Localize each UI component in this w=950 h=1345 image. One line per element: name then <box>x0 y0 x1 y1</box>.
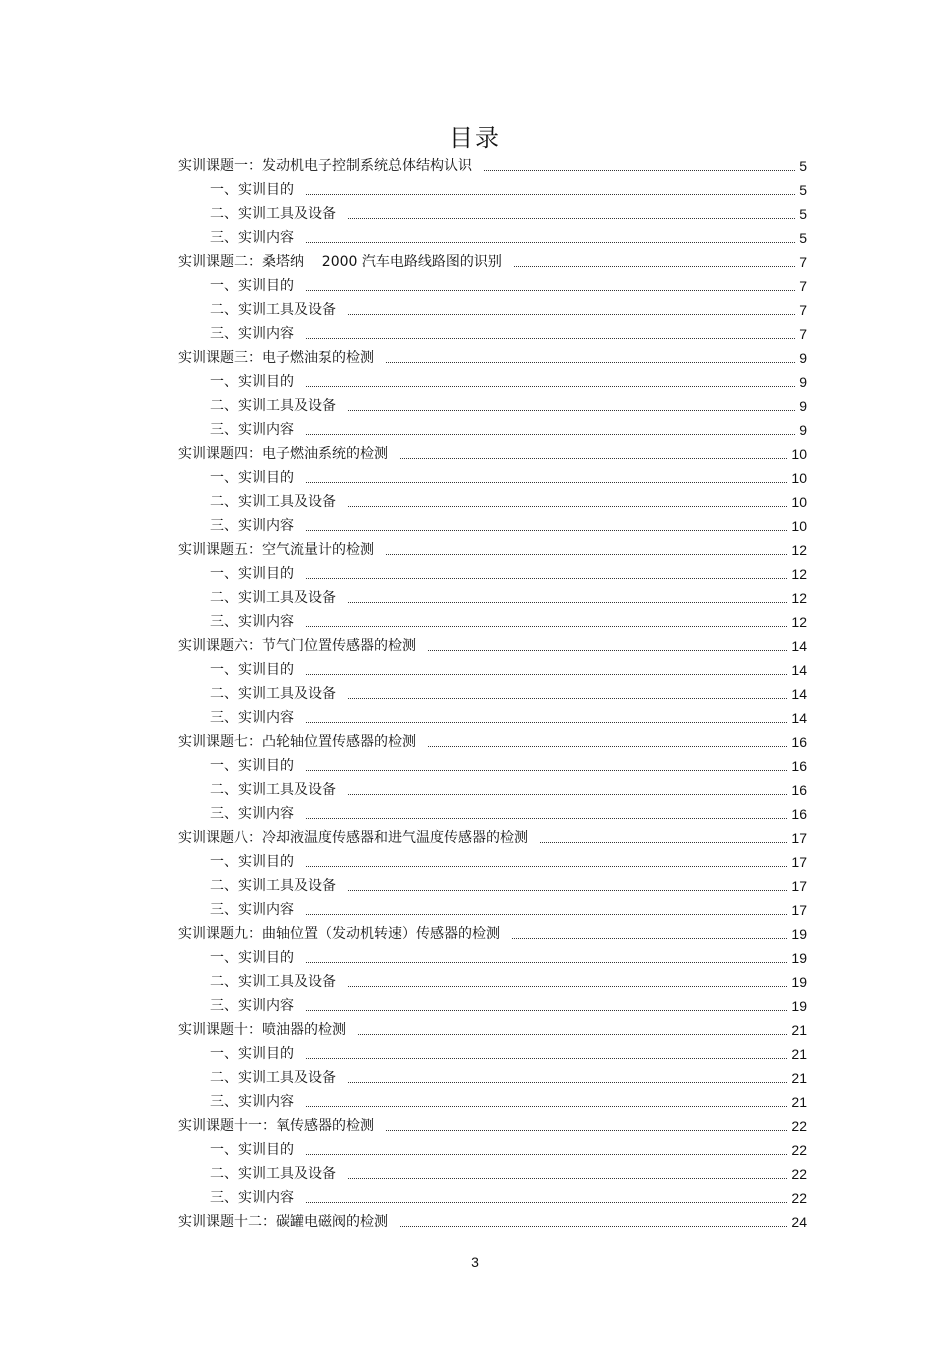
toc-section-entry[interactable] <box>178 272 807 296</box>
toc-chapter-entry[interactable] <box>178 1112 807 1136</box>
toc-section-entry[interactable] <box>178 200 807 224</box>
toc-section-entry[interactable] <box>178 968 807 992</box>
toc-section-entry[interactable] <box>178 488 807 512</box>
toc-section-entry[interactable] <box>178 584 807 608</box>
toc-entry-page: 22 <box>791 1142 807 1158</box>
dot-leader <box>428 650 787 651</box>
toc-entry-label: 二、实训工具及设备 <box>210 1070 336 1086</box>
toc-section-entry[interactable] <box>178 1040 807 1064</box>
dot-leader <box>484 170 795 171</box>
dot-leader <box>386 362 795 363</box>
toc-section-entry[interactable] <box>178 752 807 776</box>
toc-entry-page: 14 <box>791 710 807 726</box>
toc-section-entry[interactable] <box>178 392 807 416</box>
dot-leader <box>306 962 787 963</box>
toc-section-entry[interactable] <box>178 992 807 1016</box>
toc-entry-label: 二、实训工具及设备 <box>210 494 336 510</box>
dot-leader <box>306 242 795 243</box>
dot-leader <box>386 1130 787 1131</box>
toc-entry-page: 10 <box>791 446 807 462</box>
dot-leader <box>348 314 795 315</box>
dot-leader <box>348 794 787 795</box>
toc-section-entry[interactable] <box>178 656 807 680</box>
toc-entry-label: 一、实训目的 <box>210 854 294 870</box>
toc-entry-page: 21 <box>791 1022 807 1038</box>
toc-entry-page: 10 <box>791 494 807 510</box>
toc-entry-page: 14 <box>791 686 807 702</box>
dot-leader <box>400 1226 787 1227</box>
toc-chapter-entry[interactable] <box>178 824 807 848</box>
toc-entry-page: 17 <box>791 854 807 870</box>
toc-entry-page: 17 <box>791 830 807 846</box>
toc-chapter-entry[interactable] <box>178 728 807 752</box>
toc-entry-page: 5 <box>799 206 807 222</box>
toc-chapter-entry[interactable] <box>178 440 807 464</box>
toc-entry-label: 三、实训内容 <box>210 902 294 918</box>
dot-leader <box>306 866 787 867</box>
toc-entry-label: 一、实训目的 <box>210 374 294 390</box>
dot-leader <box>306 914 787 915</box>
toc-entry-label: 三、实训内容 <box>210 1094 294 1110</box>
toc-entry-page: 19 <box>791 974 807 990</box>
toc-entry-label: 二、实训工具及设备 <box>210 590 336 606</box>
toc-section-entry[interactable] <box>178 608 807 632</box>
dot-leader <box>306 386 795 387</box>
toc-entry-page: 12 <box>791 590 807 606</box>
toc-section-entry[interactable] <box>178 224 807 248</box>
toc-chapter-entry[interactable] <box>178 344 807 368</box>
toc-entry-label: 实训课题十一：氧传感器的检测 <box>178 1118 374 1134</box>
toc-entry-page: 16 <box>791 758 807 774</box>
dot-leader <box>348 698 787 699</box>
toc-entry-page: 19 <box>791 950 807 966</box>
page-title: 目录 <box>449 124 501 152</box>
toc-entry-label: 实训课题三：电子燃油泵的检测 <box>178 350 374 366</box>
toc-entry-page: 14 <box>791 638 807 654</box>
toc-entry-label: 一、实训目的 <box>210 278 294 294</box>
page-number: 3 <box>471 1254 479 1270</box>
toc-entry-label: 三、实训内容 <box>210 710 294 726</box>
toc-section-entry[interactable] <box>178 176 807 200</box>
dot-leader <box>306 674 787 675</box>
toc-section-entry[interactable] <box>178 320 807 344</box>
toc-entry-label: 实训课题八：冷却液温度传感器和进气温度传感器的检测 <box>178 830 528 846</box>
toc-entry-page: 17 <box>791 878 807 894</box>
dot-leader <box>348 986 787 987</box>
dot-leader <box>512 938 787 939</box>
toc-section-entry[interactable] <box>178 848 807 872</box>
toc-section-entry[interactable] <box>178 1088 807 1112</box>
toc-entry-label: 实训课题一：发动机电子控制系统总体结构认识 <box>178 158 472 174</box>
toc-entry-page: 24 <box>791 1214 807 1230</box>
toc-section-entry[interactable] <box>178 512 807 536</box>
toc-entry-label: 实训课题九：曲轴位置（发动机转速）传感器的检测 <box>178 926 500 942</box>
toc-entry-page: 9 <box>799 398 807 414</box>
toc-section-entry[interactable] <box>178 680 807 704</box>
toc-section-entry[interactable] <box>178 560 807 584</box>
dot-leader <box>306 1010 787 1011</box>
dot-leader <box>348 506 787 507</box>
toc-entry-page: 12 <box>791 566 807 582</box>
dot-leader <box>306 194 795 195</box>
toc-entry-label: 三、实训内容 <box>210 614 294 630</box>
dot-leader <box>514 266 795 267</box>
toc-entry-page: 16 <box>791 806 807 822</box>
toc-entry-page: 9 <box>799 374 807 390</box>
toc-chapter-entry[interactable] <box>178 632 807 656</box>
toc-entry-label: 一、实训目的 <box>210 758 294 774</box>
dot-leader <box>306 482 787 483</box>
toc-entry-label: 实训课题六：节气门位置传感器的检测 <box>178 638 416 654</box>
dot-leader <box>348 410 795 411</box>
toc-entry-label: 一、实训目的 <box>210 182 294 198</box>
dot-leader <box>540 842 787 843</box>
toc-chapter-entry[interactable] <box>178 536 807 560</box>
toc-entry-label: 一、实训目的 <box>210 662 294 678</box>
toc-entry-page: 16 <box>791 782 807 798</box>
toc-entry-label: 二、实训工具及设备 <box>210 686 336 702</box>
toc-section-entry[interactable] <box>178 872 807 896</box>
dot-leader <box>358 1034 787 1035</box>
toc-entry-page: 21 <box>791 1046 807 1062</box>
toc-entry-label: 三、实训内容 <box>210 326 294 342</box>
toc-chapter-entry[interactable] <box>178 1016 807 1040</box>
toc-entry-page: 14 <box>791 662 807 678</box>
toc-entry-label: 三、实训内容 <box>210 230 294 246</box>
dot-leader <box>400 458 787 459</box>
dot-leader <box>306 818 787 819</box>
toc-entry-label: 三、实训内容 <box>210 422 294 438</box>
toc-entry-label: 三、实训内容 <box>210 1190 294 1206</box>
dot-leader <box>348 1082 787 1083</box>
toc-section-entry[interactable] <box>178 704 807 728</box>
toc-entry-label: 三、实训内容 <box>210 806 294 822</box>
toc-section-entry[interactable] <box>178 1064 807 1088</box>
toc-entry-label: 三、实训内容 <box>210 998 294 1014</box>
toc-entry-page: 5 <box>799 158 807 174</box>
toc-entry-page: 10 <box>791 518 807 534</box>
toc-entry-page: 10 <box>791 470 807 486</box>
toc-entry-label: 实训课题四：电子燃油系统的检测 <box>178 446 388 462</box>
dot-leader <box>306 1202 787 1203</box>
toc-entry-label: 实训课题七：凸轮轴位置传感器的检测 <box>178 734 416 750</box>
dot-leader <box>306 1154 787 1155</box>
toc-entry-label: 二、实训工具及设备 <box>210 206 336 222</box>
toc-entry-page: 7 <box>799 254 807 270</box>
toc-entry-page: 9 <box>799 422 807 438</box>
dot-leader <box>306 434 795 435</box>
toc-entry-label: 实训课题二：桑塔纳 2000 汽车电路线路图的识别 <box>178 254 502 270</box>
toc-section-entry[interactable] <box>178 800 807 824</box>
toc-entry-page: 19 <box>791 926 807 942</box>
toc-section-entry[interactable] <box>178 944 807 968</box>
toc-entry-label: 一、实训目的 <box>210 470 294 486</box>
toc-entry-label: 二、实训工具及设备 <box>210 398 336 414</box>
toc-entry-label: 一、实训目的 <box>210 1046 294 1062</box>
dot-leader <box>386 554 787 555</box>
toc-entry-label: 实训课题十：喷油器的检测 <box>178 1022 346 1038</box>
dot-leader <box>428 746 787 747</box>
toc-chapter-entry[interactable] <box>178 248 807 272</box>
toc-entry-label: 二、实训工具及设备 <box>210 1166 336 1182</box>
toc-entry-page: 22 <box>791 1118 807 1134</box>
dot-leader <box>306 338 795 339</box>
toc-entry-label: 三、实训内容 <box>210 518 294 534</box>
dot-leader <box>306 530 787 531</box>
dot-leader <box>348 1178 787 1179</box>
toc-chapter-entry[interactable] <box>178 152 807 176</box>
dot-leader <box>306 290 795 291</box>
dot-leader <box>306 626 787 627</box>
toc-section-entry[interactable] <box>178 1136 807 1160</box>
toc-entry-page: 12 <box>791 542 807 558</box>
toc-entry-page: 17 <box>791 902 807 918</box>
toc-entry-label: 二、实训工具及设备 <box>210 302 336 318</box>
toc-entry-page: 7 <box>799 302 807 318</box>
toc-section-entry[interactable] <box>178 296 807 320</box>
toc-section-entry[interactable] <box>178 896 807 920</box>
toc-entry-page: 12 <box>791 614 807 630</box>
toc-entry-page: 16 <box>791 734 807 750</box>
toc-entry-label: 二、实训工具及设备 <box>210 974 336 990</box>
dot-leader <box>348 890 787 891</box>
toc-entry-page: 9 <box>799 350 807 366</box>
toc-chapter-entry[interactable] <box>178 1208 807 1232</box>
dot-leader <box>306 770 787 771</box>
toc-entry-page: 5 <box>799 182 807 198</box>
toc-entry-page: 22 <box>791 1190 807 1206</box>
dot-leader <box>348 602 787 603</box>
dot-leader <box>306 1106 787 1107</box>
toc-entry-label: 一、实训目的 <box>210 950 294 966</box>
toc-entry-page: 19 <box>791 998 807 1014</box>
toc-entry-label: 一、实训目的 <box>210 1142 294 1158</box>
toc-entry-label: 一、实训目的 <box>210 566 294 582</box>
toc-entry-label: 二、实训工具及设备 <box>210 782 336 798</box>
toc-entry-page: 21 <box>791 1094 807 1110</box>
dot-leader <box>306 1058 787 1059</box>
dot-leader <box>306 722 787 723</box>
dot-leader <box>348 218 795 219</box>
toc-entry-page: 21 <box>791 1070 807 1086</box>
toc-entry-page: 7 <box>799 278 807 294</box>
toc-entry-page: 22 <box>791 1166 807 1182</box>
toc-entry-label: 实训课题十二：碳罐电磁阀的检测 <box>178 1214 388 1230</box>
table-of-contents <box>178 152 807 1232</box>
toc-entry-page: 5 <box>799 230 807 246</box>
toc-section-entry[interactable] <box>178 1184 807 1208</box>
toc-entry-label: 实训课题五：空气流量计的检测 <box>178 542 374 558</box>
toc-section-entry[interactable] <box>178 464 807 488</box>
dot-leader <box>306 578 787 579</box>
toc-section-entry[interactable] <box>178 368 807 392</box>
toc-section-entry[interactable] <box>178 416 807 440</box>
toc-entry-page: 7 <box>799 326 807 342</box>
toc-section-entry[interactable] <box>178 776 807 800</box>
toc-chapter-entry[interactable] <box>178 920 807 944</box>
toc-entry-label: 二、实训工具及设备 <box>210 878 336 894</box>
toc-section-entry[interactable] <box>178 1160 807 1184</box>
